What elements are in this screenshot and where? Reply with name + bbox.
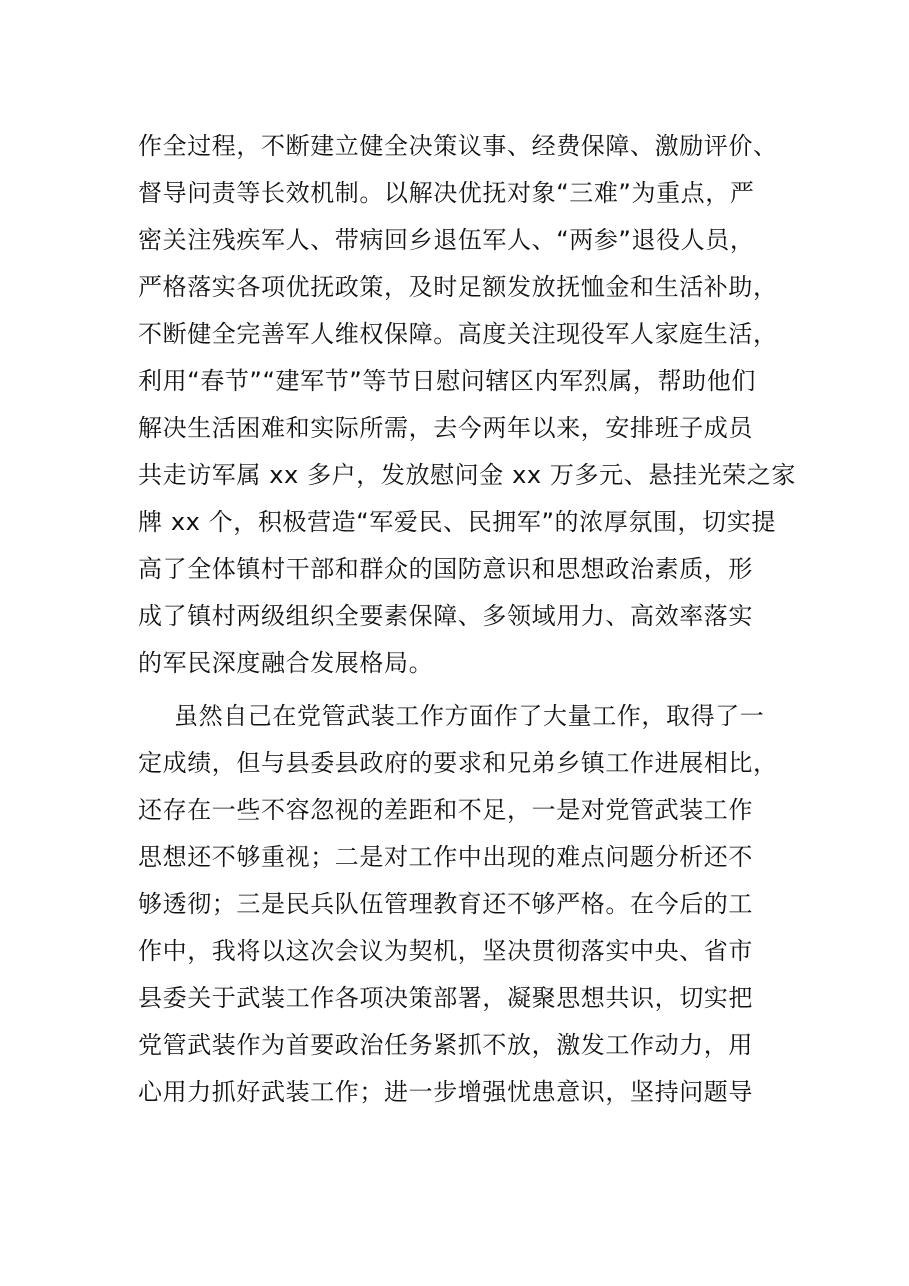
body-text-line: 县委关于武装工作各项决策部署，凝聚思想共识，切实把 bbox=[138, 984, 753, 1012]
body-text-line: 不断健全完善军人维权保障。高度关注现役军人家庭生活， bbox=[138, 320, 778, 348]
body-text-line: 严格落实各项优抚政策，及时足额发放抚恤金和生活补助， bbox=[138, 273, 778, 301]
body-text-line: 定成绩，但与县委县政府的要求和兄弟乡镇工作进展相比， bbox=[138, 749, 778, 777]
body-text-line: 还存在一些不容忽视的差距和不足，一是对党管武装工作 bbox=[138, 796, 753, 824]
body-text-line: 解决生活困难和实际所需，去今两年以来，安排班子成员 bbox=[138, 414, 753, 442]
paragraph-first-line: 虽然自己在党管武装工作方面作了大量工作，取得了一 bbox=[174, 702, 765, 730]
body-text-line: 密关注残疾军人、带病回乡退伍军人、“两参”退役人员， bbox=[138, 226, 755, 254]
body-text-line: 督导问责等长效机制。以解决优抚对象“三难”为重点，严 bbox=[138, 179, 755, 207]
body-text-line: 牌 xx 个，积极营造“军爱民、民拥军”的浓厚氛围，切实提 bbox=[138, 508, 776, 536]
body-text-line: 思想还不够重视；二是对工作中出现的难点问题分析还不 bbox=[138, 843, 753, 871]
body-text-line: 利用“春节”“建军节”等节日慰问辖区内军烈属，帮助他们 bbox=[138, 367, 756, 395]
body-text-line: 的军民深度融合发展格局。 bbox=[138, 649, 434, 677]
body-text-line: 高了全体镇村干部和群众的国防意识和思想政治素质，形 bbox=[138, 555, 753, 583]
body-text-line: 作中，我将以这次会议为契机，坚决贯彻落实中央、省市 bbox=[138, 937, 753, 965]
body-text-line: 心用力抓好武装工作；进一步增强忧患意识，坚持问题导 bbox=[138, 1078, 753, 1106]
body-text-line: 党管武装作为首要政治任务紧抓不放，激发工作动力，用 bbox=[138, 1031, 753, 1059]
body-text-line: 成了镇村两级组织全要素保障、多领域用力、高效率落实 bbox=[138, 602, 753, 630]
body-text-line: 够透彻；三是民兵队伍管理教育还不够严格。在今后的工 bbox=[138, 890, 753, 918]
body-text-line: 共走访军属 xx 多户，发放慰问金 xx 万多元、悬挂光荣之家 bbox=[138, 461, 796, 489]
body-text-line: 作全过程，不断建立健全决策议事、经费保障、激励评价、 bbox=[138, 132, 778, 160]
